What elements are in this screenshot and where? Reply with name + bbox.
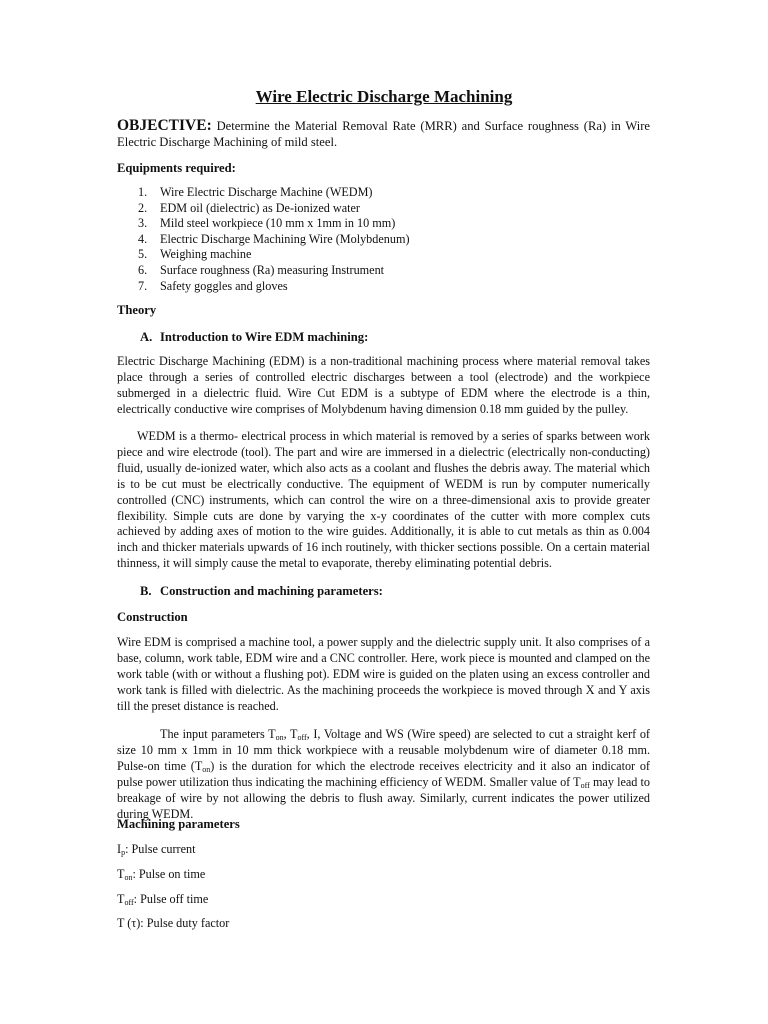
parameter-item: $T_{off}$: Pulse off time: [117, 892, 209, 907]
page-title: Wire Electric Discharge Machining: [255, 87, 513, 106]
machining-parameters-heading: Machining parameters: [117, 817, 240, 831]
equipment-list: [138, 185, 410, 294]
parameter-item: $T_{on}$: Pulse on time: [117, 867, 206, 882]
list-item: 5. Weighing machine: [138, 247, 252, 262]
list-item: 2. EDM oil (dielectric) as De-ionized water: [138, 200, 360, 215]
objective-text: Determine the Material Removal Rate (MRR) and Surface roughness (Ra) in Wire Electric Discharge Machining of mild steel.: [117, 119, 651, 149]
theory-paragraph-1: Electric Discharge Machining (EDM) is a non-traditional machining process where material removal takes place through a series of controlled electric discharges between a tool (electrode) and the workpiece submerged in a dielectric fluid. Wire Cut EDM is a subtype of EDM where the electrode is a thin, electrically conductive wire comprises of Molybdenum having dimension 0.18 mm guided by the pulley.: [117, 354, 650, 416]
equipments-heading: Equipments required:: [117, 161, 236, 175]
section-b-heading: B. Construction and machining parameters:: [140, 584, 383, 598]
section-a-heading: A. Introduction to Wire EDM machining:: [140, 330, 369, 344]
objective-block: [117, 118, 650, 150]
construction-heading: Construction: [117, 610, 188, 624]
list-item: 3. Mild steel workpiece (10 mm x 1mm in 10 mm): [138, 216, 396, 231]
list-item: 7. Safety goggles and gloves: [138, 278, 288, 293]
parameter-item: $I_p$: Pulse current: [117, 842, 196, 857]
list-item: 1. Wire Electric Discharge Machine (WEDM): [138, 185, 373, 199]
construction-paragraph-1: Wire EDM is comprised a machine tool, a power supply and the dielectric supply unit. It also comprises of a base, column, work table, EDM wire and a CNC controller. Here, work piece is mounted and clamped on the work table (with or without a flushing pot). EDM wire is guided on the platen using an excess controller and work tank is filled with dielectric. As the machining proceeds the workpiece is moved through X and Y axis till the preset distance is reached.: [117, 635, 650, 713]
list-item: 6. Surface roughness (Ra) measuring Instrument: [138, 262, 385, 277]
list-item: 4. Electric Discharge Machining Wire (Molybdenum): [138, 231, 410, 246]
objective-label: OBJECTIVE:: [117, 117, 212, 134]
parameter-item: T (τ): Pulse duty factor: [117, 916, 230, 930]
construction-paragraph-2: The input parameters $T_{on}$, $T_{off}$, I, Voltage and WS (Wire speed) are selected to cut a straight kerf of size 10 mm x 1mm in 10 mm thick workpiece with a reusable molybdenum wire of diameter 0.18 mm. Pulse-on time $(T_{on})$ is the duration for which the electrode receives electricity and it also an indicator of pulse power utilization thus indicating the machining efficiency of WEDM. Smaller value of $T_{off}$ may lead to breakage of wire by not allowing the debris to flush away. Similarly, current indicates the power utilized during WEDM.: [117, 727, 650, 821]
theory-paragraph-2: WEDM is a thermo- electrical process in which material is removed by a series of sparks between work piece and wire electrode (tool). The part and wire are immersed in a dielectric (electrically non-conducting) fluid, usually de-ionized water, which also acts as a coolant and flushes the debris away. The material which is to be cut must be electrically conductive. The equipment of WEDM is run by computer numerically controlled (CNC) instruments, which can control the wire on a three-dimensional axis to provide greater flexibility. Simple cuts are done by varying the x-y coordinates of the cutter with more complex cuts achieved by adding axes of motion to the wire guides. Additionally, it is able to cut metals as thin as 0.004 inch and thicker materials upwards of 16 inch routinely, with thicker sections possible. On a certain material thinness, it will simply cause the metal to evaporate, thereby eliminating potential debris.: [117, 429, 650, 571]
theory-heading: Theory: [117, 303, 157, 317]
